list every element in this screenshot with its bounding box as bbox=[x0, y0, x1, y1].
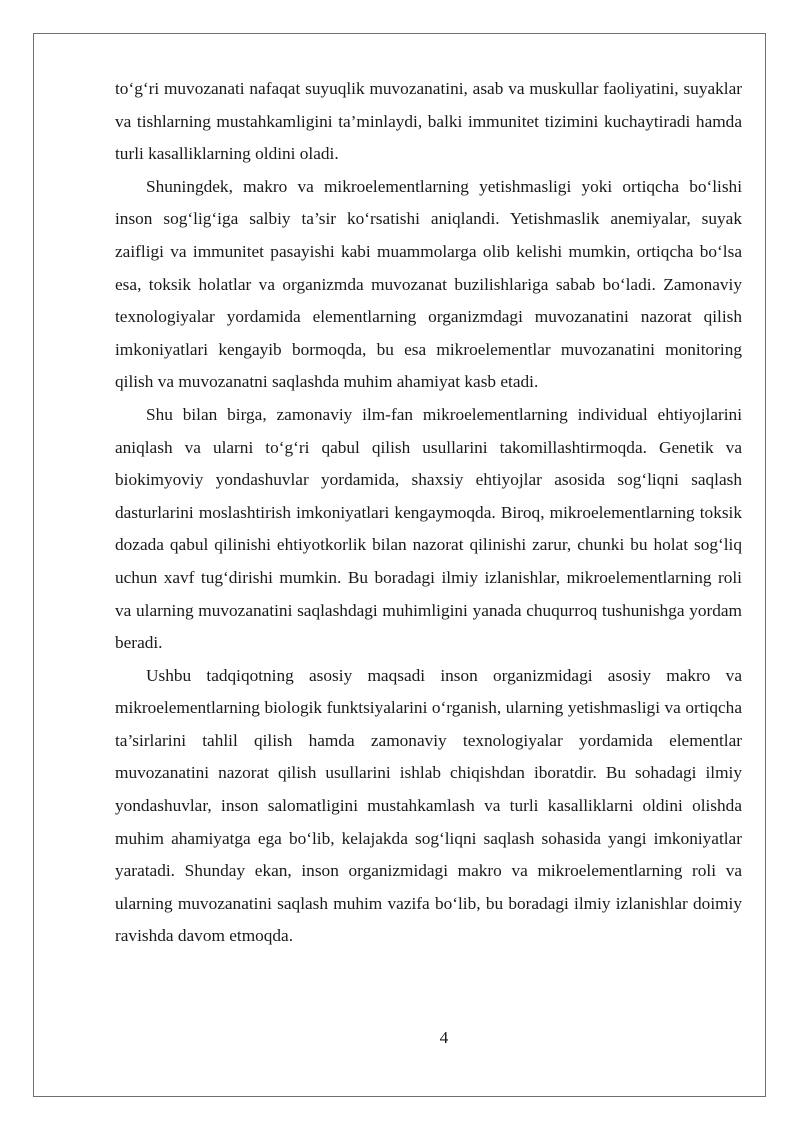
document-body bbox=[115, 73, 742, 953]
paragraph: Shu bilan birga, zamonaviy ilm-fan mikroelementlarning individual ehtiyojlarini aniqlash va ularni to‘g‘ri qabul qilish usullarini takomillashtirmoqda. Genetik va biokimyoviy yondashuvlar yordamida, shaxsiy ehtiyojlar asosida sog‘liqni saqlash dasturlarini moslashtirish imkoniyatlari kengaymoqda. Biroq, mikroelementlarning toksik dozada qabul qilinishi ehtiyotkorlik bilan nazorat qilinishi zarur, chunki bu holat sog‘liq uchun xavf tug‘dirishi mumkin. Bu boradagi ilmiy izlanishlar, mikroelementlarning roli va ularning muvozanatini saqlashdagi muhimligini yanada chuqurroq tushunishga yordam beradi. bbox=[115, 404, 742, 653]
paragraph: Ushbu tadqiqotning asosiy maqsadi inson organizmidagi asosiy makro va mikroelementlarning biologik funktsiyalarini o‘rganish, ularning yetishmasligi va ortiqcha ta’sirlarini tahlil qilish hamda zamonaviy texnologiyalar yordamida elementlar muvozanatini nazorat qilish usullarini ishlab chiqishdan iboratdir. Bu sohadagi ilmiy yondashuvlar, inson salomatligini mustahkamlash va turli kasalliklarni oldini olishda muhim ahamiyatga ega bo‘lib, kelajakda sog‘liqni saqlash sohasida yangi imkoniyatlar yaratadi. Shunday ekan, inson organizmidagi makro va mikroelementlarning roli va ularning muvozanatini saqlash muhim vazifa bo‘lib, bu boradagi ilmiy izlanishlar doimiy ravishda davom etmoqda. bbox=[115, 665, 742, 946]
paragraph: Shuningdek, makro va mikroelementlarning yetishmasligi yoki ortiqcha bo‘lishi inson sog‘lig‘iga salbiy ta’sir ko‘rsatishi aniqlandi. Yetishmaslik anemiyalar, suyak zaifligi va immunitet pasayishi kabi muammolarga olib kelishi mumkin, ortiqcha bo‘lsa esa, toksik holatlar va organizmda muvozanat buzilishlariga sabab bo‘ladi. Zamonaviy texnologiyalar yordamida elementlarning organizmdagi muvozanatini nazorat qilish imkoniyatlari kengayib bormoqda, bu esa mikroelementlar muvozanatini monitoring qilish va muvozanatni saqlashda muhim ahamiyat kasb etadi. bbox=[115, 176, 742, 392]
paragraph-continued: to‘g‘ri muvozanati nafaqat suyuqlik muvozanatini, asab va muskullar faoliyatini, suyaklar va tishlarning mustahkamligini ta’minlaydi, balki immunitet tizimini kuchaytiradi hamda turli kasalliklarning oldini oladi. bbox=[115, 79, 742, 164]
page-number: 4 bbox=[439, 1028, 449, 1047]
